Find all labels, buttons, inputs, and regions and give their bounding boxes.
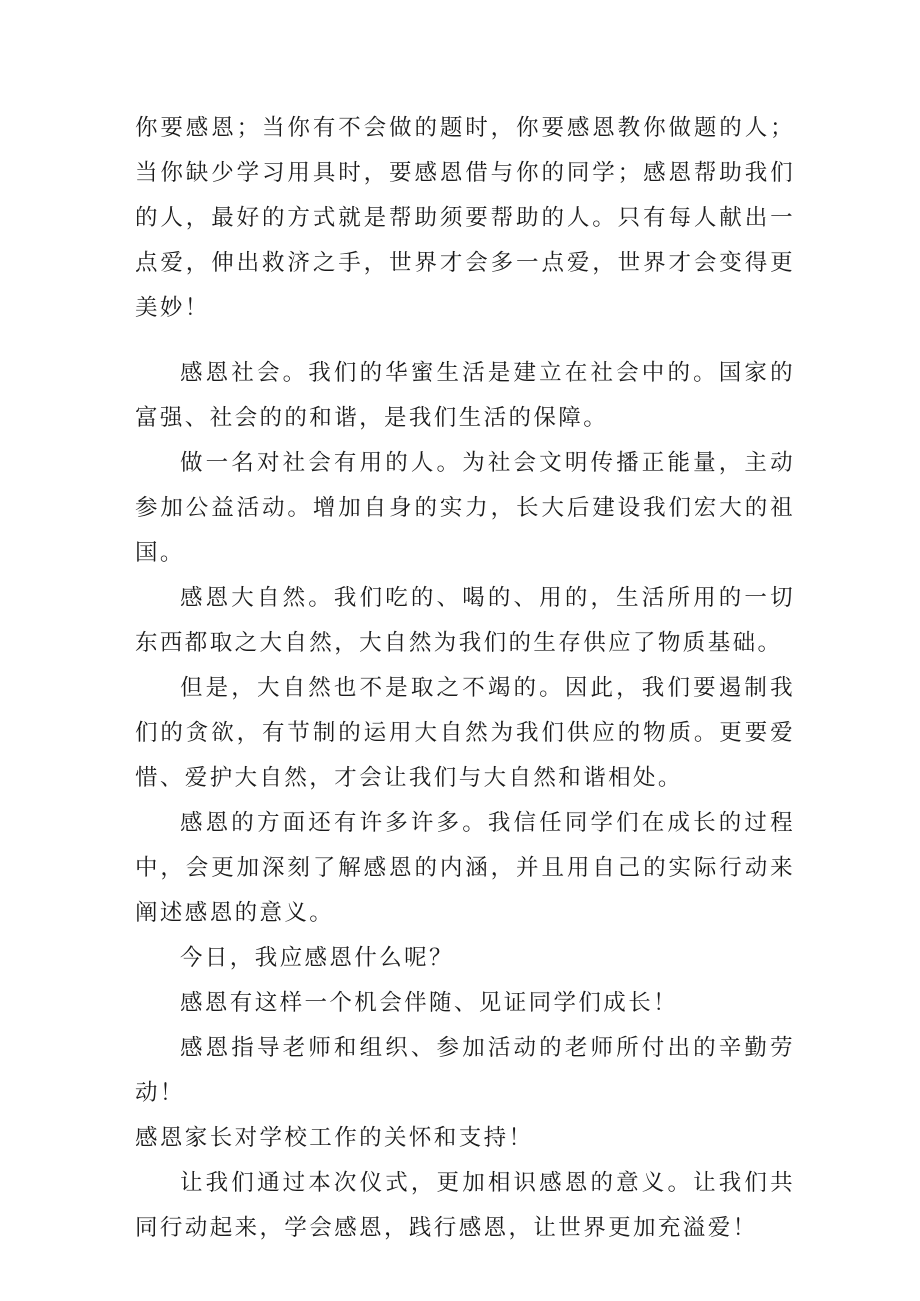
paragraph-useful-person: 做一名对社会有用的人。为社会文明传播正能量，主动参加公益活动。增加自身的实力，长大后建设我们宏大的祖国。 [135, 450, 795, 566]
paragraph-thank-teachers: 感恩指导老师和组织、参加活动的老师所付出的辛勤劳动！ [135, 1035, 795, 1106]
paragraph-continuation: 你要感恩；当你有不会做的题时，你要感恩教你做题的人；当你缺少学习用具时，要感恩借与你的同学；感恩帮助我们的人，最好的方式就是帮助须要帮助的人。只有每人献出一点爱，伸出救济之手，世界才会多一点爱，世界才会变得更美妙！ [135, 115, 795, 321]
paragraph-nature-not-endless: 但是，大自然也不是取之不竭的。因此，我们要遏制我们的贪欲，有节制的运用大自然为我们供应的物质。更要爱惜、爱护大自然，才会让我们与大自然和谐相处。 [135, 675, 795, 791]
document-body [135, 106, 795, 1251]
paragraph-question: 今日，我应感恩什么呢？ [180, 945, 454, 971]
paragraph-thank-parents: 感恩家长对学校工作的关怀和支持！ [135, 1125, 534, 1151]
paragraph-closing: 让我们通过本次仪式，更加相识感恩的意义。让我们共同行动起来，学会感恩，践行感恩，让世界更加充溢爱！ [135, 1170, 795, 1241]
paragraph-many-aspects: 感恩的方面还有许多许多。我信任同学们在成长的过程中，会更加深刻了解感恩的内涵，并且用自己的实际行动来阐述感恩的意义。 [135, 810, 795, 926]
paragraph-thank-nature: 感恩大自然。我们吃的、喝的、用的，生活所用的一切东西都取之大自然，大自然为我们的生存供应了物质基础。 [135, 585, 795, 656]
paragraph-thank-opportunity: 感恩有这样一个机会伴随、见证同学们成长！ [180, 990, 679, 1016]
paragraph-thank-society: 感恩社会。我们的华蜜生活是建立在社会中的。国家的富强、社会的的和谐，是我们生活的保障。 [135, 360, 795, 431]
